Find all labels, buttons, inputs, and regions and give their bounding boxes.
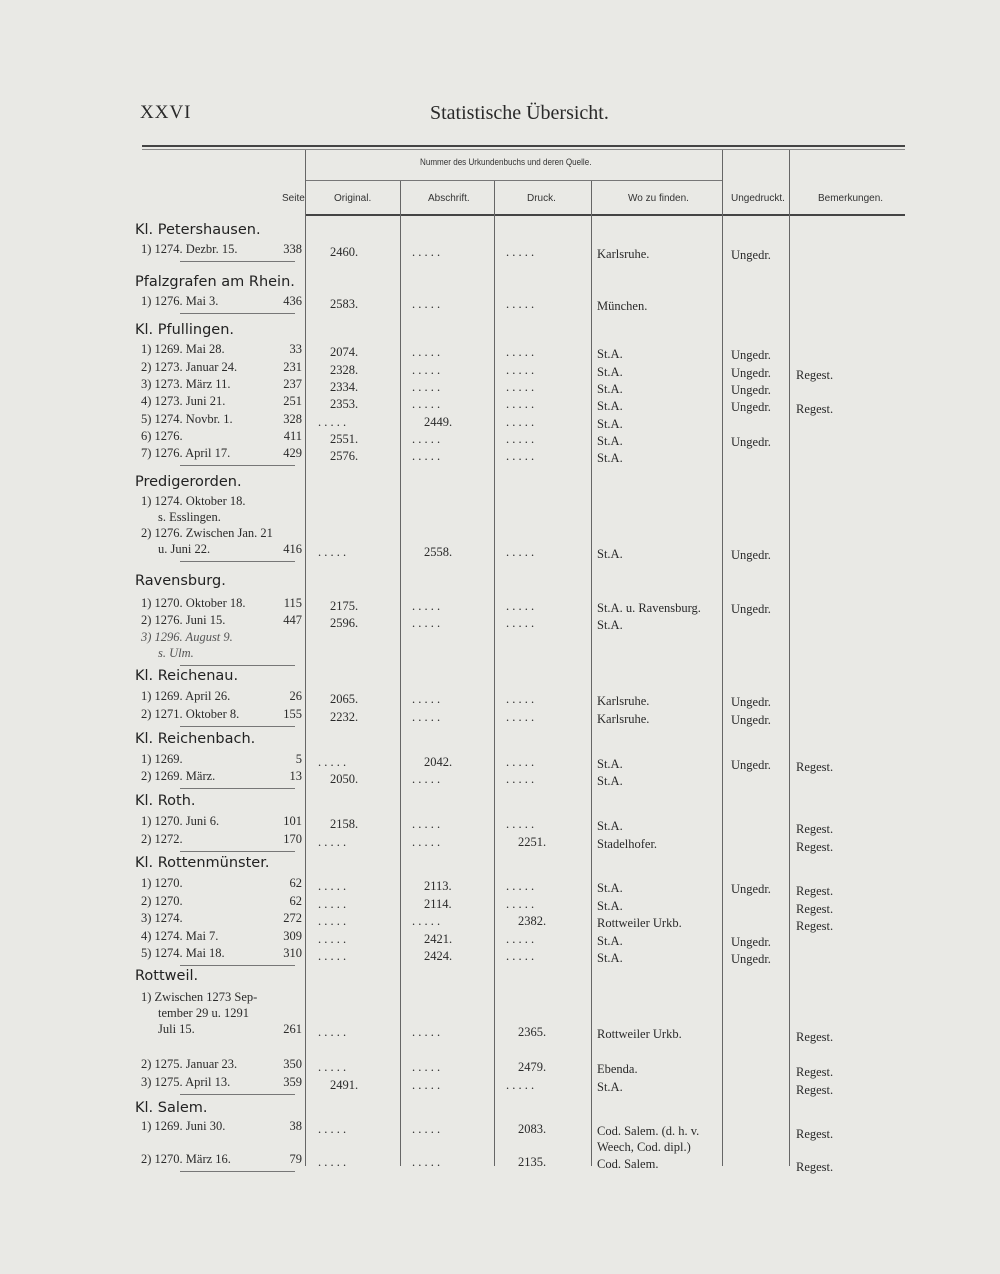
entry-label: 1) 1269. Mai 28. <box>141 342 225 356</box>
cell-ungedruckt: Ungedr. <box>731 348 771 362</box>
cell-orig: . . . . . <box>318 415 347 429</box>
cell-orig: 2158. <box>330 817 359 831</box>
cell-absch: . . . . . <box>412 1122 441 1136</box>
cell-bemerkungen: Regest. <box>796 1160 834 1174</box>
page-ref: 310 <box>283 946 302 960</box>
entry-label: 1) 1270. Juni 6. <box>141 814 220 828</box>
cell-orig: . . . . . <box>318 879 347 893</box>
cell-wo: Karlsruhe. <box>597 712 650 726</box>
cell-absch: . . . . . <box>412 710 441 724</box>
entry-label: tember 29 u. 1291 <box>158 1006 249 1020</box>
header-abschrift: Abschrift. <box>428 193 470 204</box>
cell-druck: . . . . . <box>506 432 535 446</box>
cell-druck: . . . . . <box>506 545 535 559</box>
cell-orig: 2232. <box>330 710 359 724</box>
header-bottom-rule <box>305 214 905 216</box>
cell-orig: . . . . . <box>318 932 347 946</box>
cell-wo: St.A. <box>597 618 623 632</box>
section-rule <box>180 1094 295 1095</box>
cell-ungedruckt: Ungedr. <box>731 400 771 414</box>
cell-absch: 2421. <box>424 932 453 946</box>
cell-orig: 2491. <box>330 1078 359 1092</box>
entry-label: 1) 1269. Juni 30. <box>141 1119 226 1133</box>
page-ref: 447 <box>283 613 302 627</box>
page-ref: 155 <box>283 707 302 721</box>
cell-orig: . . . . . <box>318 755 347 769</box>
entry-label: u. Juni 22. <box>158 542 211 556</box>
cell-druck: . . . . . <box>506 755 535 769</box>
page-ref: 359 <box>283 1075 302 1089</box>
entry-label: 1) 1274. Dezbr. 15. <box>141 242 238 256</box>
cell-druck: 2382. <box>518 914 547 928</box>
cell-bemerkungen: Regest. <box>796 402 834 416</box>
entry-label: 1) 1270. Oktober 18. <box>141 596 246 610</box>
cell-druck: 2251. <box>518 835 547 849</box>
cell-druck: . . . . . <box>506 415 535 429</box>
col-line <box>305 150 306 1166</box>
cell-druck: 2083. <box>518 1122 547 1136</box>
cell-ungedruckt: Ungedr. <box>731 952 771 966</box>
page-ref: 237 <box>283 377 302 391</box>
entry-label: 1) 1269. <box>141 752 183 766</box>
cell-ungedruckt: Ungedr. <box>731 758 771 772</box>
cell-orig: 2334. <box>330 380 359 394</box>
cell-ungedruckt: Ungedr. <box>731 602 771 616</box>
cell-druck: . . . . . <box>506 879 535 893</box>
page-ref: 338 <box>283 242 302 256</box>
cell-wo: Karlsruhe. <box>597 247 650 261</box>
cell-bemerkungen: Regest. <box>796 919 834 933</box>
cell-absch: . . . . . <box>412 616 441 630</box>
page-ref: 272 <box>283 911 302 925</box>
entry-label: 1) 1270. <box>141 876 183 890</box>
cell-druck: . . . . . <box>506 397 535 411</box>
cell-absch: . . . . . <box>412 345 441 359</box>
cell-druck: . . . . . <box>506 616 535 630</box>
header-group-label: Nummer des Urkundenbuchs und deren Quelle. <box>420 157 592 168</box>
header-original: Original. <box>334 193 372 204</box>
page-ref: 328 <box>283 412 302 426</box>
cell-druck: 2135. <box>518 1155 547 1169</box>
entry-label: 2) 1275. Januar 23. <box>141 1057 238 1071</box>
cell-druck: . . . . . <box>506 932 535 946</box>
cell-orig: 2050. <box>330 772 359 786</box>
cell-absch: . . . . . <box>412 432 441 446</box>
top-rule-thin <box>142 149 905 150</box>
entry-label: 2) 1272. <box>141 832 183 846</box>
cell-druck: . . . . . <box>506 245 535 259</box>
cell-wo: St.A. <box>597 819 623 833</box>
cell-orig: . . . . . <box>318 949 347 963</box>
entry-label: 4) 1274. Mai 7. <box>141 929 219 943</box>
cell-orig: 2353. <box>330 397 359 411</box>
entry-label: s. Esslingen. <box>158 510 221 524</box>
entry-label: 3) 1274. <box>141 911 183 925</box>
section-title: Ravensburg. <box>135 573 226 589</box>
entry-label: 1) 1274. Oktober 18. <box>141 494 246 508</box>
section-title: Kl. Petershausen. <box>135 222 261 238</box>
cell-wo: St.A. <box>597 774 623 788</box>
header-ungedruckt: Ungedruckt. <box>731 193 785 204</box>
cell-bemerkungen: Regest. <box>796 368 834 382</box>
entry-label: 5) 1274. Mai 18. <box>141 946 225 960</box>
col-line <box>494 181 495 1166</box>
cell-wo: Cod. Salem. (d. h. v. <box>597 1124 700 1138</box>
cell-wo: Rottweiler Urkb. <box>597 1027 682 1041</box>
cell-wo: St.A. <box>597 382 623 396</box>
cell-druck: 2365. <box>518 1025 547 1039</box>
cell-wo: St.A. <box>597 417 623 431</box>
cell-orig: 2328. <box>330 363 359 377</box>
cell-druck: . . . . . <box>506 817 535 831</box>
cell-druck: . . . . . <box>506 380 535 394</box>
cell-wo: St.A. <box>597 434 623 448</box>
cell-absch: . . . . . <box>412 599 441 613</box>
section-rule <box>180 665 295 666</box>
cell-absch: 2114. <box>424 897 452 911</box>
cell-druck: . . . . . <box>506 345 535 359</box>
section-title: Kl. Pfullingen. <box>135 322 234 338</box>
cell-wo: St.A. <box>597 451 623 465</box>
cell-wo: St.A. <box>597 1080 623 1094</box>
page-ref: 170 <box>283 832 302 846</box>
page-ref: 251 <box>283 394 302 408</box>
entry-label: 3) 1273. März 11. <box>141 377 231 391</box>
cell-orig: 2576. <box>330 449 359 463</box>
cell-wo: St.A. <box>597 757 623 771</box>
page-ref: 350 <box>283 1057 302 1071</box>
entry-label: 2) 1269. März. <box>141 769 216 783</box>
entry-label: 3) 1275. April 13. <box>141 1075 231 1089</box>
cell-druck: . . . . . <box>506 897 535 911</box>
cell-druck: . . . . . <box>506 772 535 786</box>
page-ref: 309 <box>283 929 302 943</box>
header-wo: Wo zu finden. <box>628 193 689 204</box>
entry-label: s. Ulm. <box>158 646 194 660</box>
cell-bemerkungen: Regest. <box>796 1030 834 1044</box>
cell-wo: München. <box>597 299 648 313</box>
cell-bemerkungen: Regest. <box>796 1083 834 1097</box>
page-ref: 411 <box>283 429 302 443</box>
group-rule <box>305 180 723 181</box>
cell-absch: . . . . . <box>412 1078 441 1092</box>
cell-wo: Stadelhofer. <box>597 837 658 851</box>
cell-bemerkungen: Regest. <box>796 1065 834 1079</box>
page-ref: 261 <box>283 1022 302 1036</box>
page-ref: 5 <box>295 752 302 766</box>
cell-ungedruckt: Ungedr. <box>731 935 771 949</box>
section-title: Rottweil. <box>135 968 199 984</box>
cell-wo: St.A. <box>597 347 623 361</box>
top-rule <box>142 145 905 147</box>
cell-druck: . . . . . <box>506 363 535 377</box>
cell-absch: 2113. <box>424 879 452 893</box>
cell-ungedruckt: Ungedr. <box>731 882 771 896</box>
cell-absch: . . . . . <box>412 297 441 311</box>
entry-label: 3) 1296. August 9. <box>141 630 233 644</box>
section-title: Pfalzgrafen am Rhein. <box>135 274 295 290</box>
section-rule <box>180 726 295 727</box>
cell-orig: 2583. <box>330 297 359 311</box>
page-ref: 62 <box>289 894 302 908</box>
cell-bemerkungen: Regest. <box>796 902 834 916</box>
entry-label: 6) 1276. <box>141 429 183 443</box>
page-ref: 231 <box>283 360 302 374</box>
cell-absch: . . . . . <box>412 1060 441 1074</box>
page-ref: 416 <box>283 542 302 556</box>
cell-ungedruckt: Ungedr. <box>731 366 771 380</box>
cell-wo: Weech, Cod. dipl.) <box>597 1140 691 1154</box>
cell-druck: . . . . . <box>506 692 535 706</box>
cell-wo: St.A. <box>597 365 623 379</box>
cell-bemerkungen: Regest. <box>796 760 834 774</box>
cell-ungedruckt: Ungedr. <box>731 695 771 709</box>
cell-ungedruckt: Ungedr. <box>731 548 771 562</box>
page-ref: 38 <box>289 1119 302 1133</box>
cell-wo: St.A. <box>597 934 623 948</box>
page-ref: 33 <box>289 342 302 356</box>
entry-label: 2) 1270. <box>141 894 183 908</box>
entry-label: Juli 15. <box>158 1022 195 1036</box>
entry-label: 2) 1273. Januar 24. <box>141 360 238 374</box>
cell-orig: 2460. <box>330 245 359 259</box>
header-druck: Druck. <box>527 193 556 204</box>
page-ref: 436 <box>283 294 302 308</box>
cell-absch: . . . . . <box>412 449 441 463</box>
entry-label: 4) 1273. Juni 21. <box>141 394 226 408</box>
page-ref: 115 <box>283 596 302 610</box>
cell-orig: 2065. <box>330 692 359 706</box>
cell-orig: . . . . . <box>318 914 347 928</box>
section-title: Kl. Roth. <box>135 793 196 809</box>
cell-druck: 2479. <box>518 1060 547 1074</box>
cell-druck: . . . . . <box>506 297 535 311</box>
page-ref: 13 <box>289 769 302 783</box>
section-title: Kl. Reichenau. <box>135 668 239 684</box>
col-line <box>591 181 592 1166</box>
entry-label: 2) 1276. Juni 15. <box>141 613 226 627</box>
section-rule <box>180 965 295 966</box>
cell-absch: . . . . . <box>412 817 441 831</box>
section-title: Kl. Salem. <box>135 1100 208 1116</box>
cell-druck: . . . . . <box>506 449 535 463</box>
cell-orig: 2175. <box>330 599 359 613</box>
entry-label: 7) 1276. April 17. <box>141 446 231 460</box>
cell-orig: 2596. <box>330 616 359 630</box>
cell-ungedruckt: Ungedr. <box>731 435 771 449</box>
cell-wo: St.A. <box>597 951 623 965</box>
cell-absch: . . . . . <box>412 772 441 786</box>
cell-orig: 2551. <box>330 432 359 446</box>
cell-bemerkungen: Regest. <box>796 1127 834 1141</box>
col-line <box>789 150 790 1166</box>
cell-wo: Ebenda. <box>597 1062 638 1076</box>
entry-label: 2) 1276. Zwischen Jan. 21 <box>141 526 273 540</box>
cell-absch: 2424. <box>424 949 453 963</box>
cell-absch: . . . . . <box>412 692 441 706</box>
cell-ungedruckt: Ungedr. <box>731 248 771 262</box>
col-line <box>722 150 723 1166</box>
cell-druck: . . . . . <box>506 949 535 963</box>
col-line <box>400 181 401 1166</box>
cell-wo: St.A. u. Ravensburg. <box>597 601 701 615</box>
cell-wo: Karlsruhe. <box>597 694 650 708</box>
header-seite: Seite <box>282 193 305 204</box>
cell-orig: . . . . . <box>318 1025 347 1039</box>
section-rule <box>180 788 295 789</box>
page-title: Statistische Übersicht. <box>430 102 609 124</box>
cell-druck: . . . . . <box>506 710 535 724</box>
page-ref: 101 <box>283 814 302 828</box>
cell-druck: . . . . . <box>506 599 535 613</box>
cell-orig: . . . . . <box>318 545 347 559</box>
entry-label: 1) Zwischen 1273 Sep- <box>141 990 258 1004</box>
section-title: Kl. Reichenbach. <box>135 731 256 747</box>
page-ref: 79 <box>289 1152 302 1166</box>
cell-absch: . . . . . <box>412 914 441 928</box>
cell-wo: St.A. <box>597 899 623 913</box>
cell-absch: . . . . . <box>412 380 441 394</box>
cell-wo: St.A. <box>597 547 623 561</box>
cell-orig: . . . . . <box>318 835 347 849</box>
section-rule <box>180 313 295 314</box>
section-rule <box>180 465 295 466</box>
cell-ungedruckt: Ungedr. <box>731 383 771 397</box>
cell-absch: . . . . . <box>412 245 441 259</box>
section-title: Predigerorden. <box>135 474 242 490</box>
cell-bemerkungen: Regest. <box>796 822 834 836</box>
cell-orig: . . . . . <box>318 1122 347 1136</box>
entry-label: 1) 1276. Mai 3. <box>141 294 219 308</box>
page-ref: 62 <box>289 876 302 890</box>
cell-absch: . . . . . <box>412 835 441 849</box>
cell-orig: . . . . . <box>318 1155 347 1169</box>
cell-absch: 2449. <box>424 415 453 429</box>
cell-absch: . . . . . <box>412 1155 441 1169</box>
cell-absch: 2042. <box>424 755 453 769</box>
header-bemerkungen: Bemerkungen. <box>818 193 884 204</box>
cell-absch: 2558. <box>424 545 453 559</box>
entry-label: 2) 1270. März 16. <box>141 1152 231 1166</box>
cell-bemerkungen: Regest. <box>796 840 834 854</box>
cell-wo: Rottweiler Urkb. <box>597 916 682 930</box>
section-rule <box>180 561 295 562</box>
cell-wo: St.A. <box>597 881 623 895</box>
cell-orig: . . . . . <box>318 1060 347 1074</box>
cell-wo: Cod. Salem. <box>597 1157 659 1171</box>
section-rule <box>180 261 295 262</box>
cell-absch: . . . . . <box>412 363 441 377</box>
cell-absch: . . . . . <box>412 1025 441 1039</box>
cell-orig: 2074. <box>330 345 359 359</box>
page-ref: 26 <box>289 689 302 703</box>
page-number: XXVI <box>140 102 192 123</box>
section-rule <box>180 851 295 852</box>
cell-wo: St.A. <box>597 399 623 413</box>
cell-absch: . . . . . <box>412 397 441 411</box>
section-rule <box>180 1171 295 1172</box>
cell-druck: . . . . . <box>506 1078 535 1092</box>
section-title: Kl. Rottenmünster. <box>135 855 270 871</box>
cell-bemerkungen: Regest. <box>796 884 834 898</box>
entry-label: 5) 1274. Novbr. 1. <box>141 412 233 426</box>
entry-label: 1) 1269. April 26. <box>141 689 231 703</box>
cell-orig: . . . . . <box>318 897 347 911</box>
cell-ungedruckt: Ungedr. <box>731 713 771 727</box>
page-ref: 429 <box>283 446 302 460</box>
entry-label: 2) 1271. Oktober 8. <box>141 707 240 721</box>
